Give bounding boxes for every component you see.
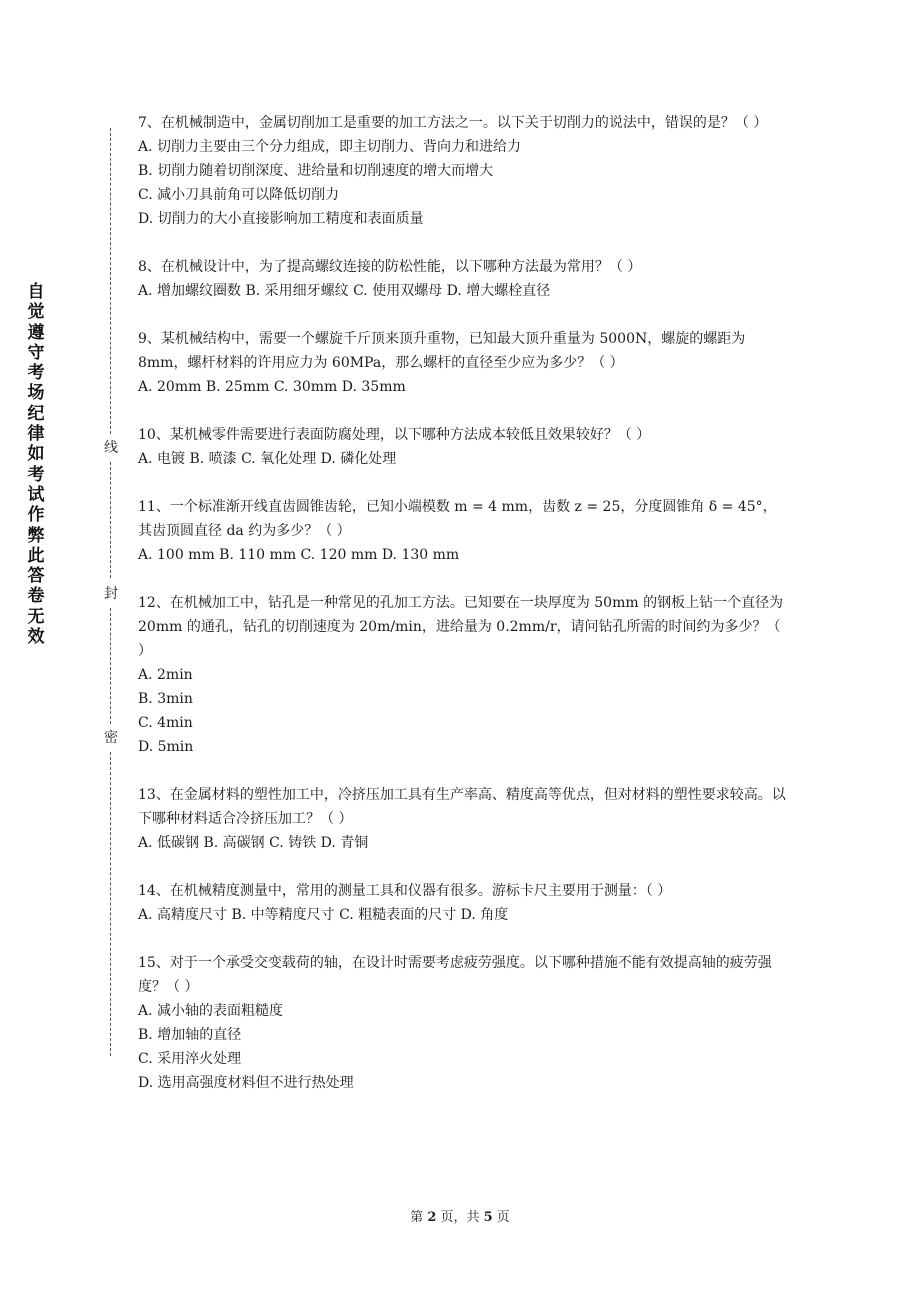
question-8 [138, 255, 790, 303]
question-stem: 10、某机械零件需要进行表面防腐处理，以下哪种方法成本较低且效果较好？（ ） [138, 427, 651, 443]
option-line: A. 20mm B. 25mm C. 30mm D. 35mm [138, 379, 406, 395]
question-stem: 14、在机械精度测量中，常用的测量工具和仪器有很多。游标卡尺主要用于测量：（ ） [138, 883, 672, 899]
seal-line-dashes-bottom [110, 752, 111, 1056]
option-b: B. 切削力随着切削深度、进给量和切削速度的增大而增大 [138, 163, 494, 179]
option-a: A. 减小轴的表面粗糙度 [138, 1003, 284, 1019]
seal-line-dashes-middle [110, 462, 111, 578]
binding-notice-char: 效 [27, 627, 45, 648]
question-11 [138, 495, 790, 567]
question-14 [138, 879, 790, 927]
option-c: C. 采用淬火处理 [138, 1051, 242, 1067]
question-stem: 7、在机械制造中，金属切削加工是重要的加工方法之一。以下关于切削力的说法中，错误的是？（ ） [138, 115, 768, 131]
option-c: C. 4min [138, 715, 193, 731]
question-9 [138, 327, 790, 399]
option-line: A. 高精度尺寸 B. 中等精度尺寸 C. 粗糙表面的尺寸 D. 角度 [138, 907, 509, 923]
option-line: A. 低碳钢 B. 高碳钢 C. 铸铁 D. 青铜 [138, 835, 369, 851]
option-d: D. 5min [138, 739, 194, 755]
question-12 [138, 591, 790, 759]
option-d: D. 选用高强度材料但不进行热处理 [138, 1075, 354, 1091]
question-list [138, 111, 790, 1095]
question-stem: 9、某机械结构中，需要一个螺旋千斤顶来顶升重物，已知最大顶升重量为 5000N，螺旋的螺距为 8mm，螺杆材料的许用应力为 60MPa，那么螺杆的直径至少应为多少？（ ） [138, 331, 746, 371]
binding-notice-char: 考 [27, 363, 45, 384]
seal-line-dashes-top [110, 128, 111, 434]
question-10 [138, 423, 790, 471]
binding-notice [26, 282, 46, 647]
footer-suffix: 页 [492, 1210, 510, 1225]
option-line: A. 增加螺纹圈数 B. 采用细牙螺纹 C. 使用双螺母 D. 增大螺栓直径 [138, 283, 551, 299]
binding-notice-char: 自 [27, 282, 45, 302]
option-line: A. 100 mm B. 110 mm C. 120 mm D. 130 mm [138, 547, 460, 563]
binding-notice-char: 弊 [27, 525, 45, 546]
binding-notice-char: 考 [27, 464, 45, 485]
option-b: B. 增加轴的直径 [138, 1027, 242, 1043]
question-stem: 15、对于一个承受交变载荷的轴，在设计时需要考虑疲劳强度。以下哪种措施不能有效提高轴的疲劳强度？（ ） [138, 955, 772, 995]
question-stem: 13、在金属材料的塑性加工中，冷挤压加工具有生产率高、精度高等优点，但对材料的塑性要求较高。以下哪种材料适合冷挤压加工？（ ） [138, 787, 786, 827]
question-stem: 12、在机械加工中，钻孔是一种常见的孔加工方法。已知要在一块厚度为 50mm 的钢板上钻一个直径为 20mm 的通孔，钻孔的切削速度为 20m/min，进给量为 0.2mm/r，请问钻孔所需的时间约为多少？（ ） [138, 595, 784, 659]
question-stem: 8、在机械设计中，为了提高螺纹连接的防松性能，以下哪种方法最为常用？（ ） [138, 259, 642, 275]
binding-notice-char: 答 [27, 566, 45, 587]
option-b: B. 3min [138, 691, 193, 707]
page-number: 2 [427, 1210, 437, 1225]
footer-prefix: 第 [410, 1210, 428, 1225]
seal-char-line: 线 [104, 440, 118, 456]
binding-notice-char: 如 [27, 444, 45, 465]
binding-notice-char: 遵 [27, 322, 45, 343]
question-stem: 11、一个标准渐开线直齿圆锥齿轮，已知小端模数 m = 4 mm，齿数 z = 25，分度圆锥角 δ = 45°，其齿顶圆直径 da 约为多少？（ ） [138, 499, 777, 539]
page-footer [0, 1206, 920, 1225]
binding-notice-char: 作 [27, 505, 45, 526]
option-a: A. 2min [138, 667, 193, 683]
option-d: D. 切削力的大小直接影响加工精度和表面质量 [138, 211, 424, 227]
binding-notice-char: 无 [27, 606, 45, 627]
binding-notice-char: 此 [27, 545, 45, 566]
binding-notice-char: 守 [27, 342, 45, 363]
binding-notice-char: 场 [27, 383, 45, 404]
binding-notice-char: 律 [27, 424, 45, 445]
total-pages: 5 [483, 1210, 493, 1225]
option-a: A. 切削力主要由三个分力组成，即主切削力、背向力和进给力 [138, 139, 522, 155]
seal-line-dashes-lower [110, 608, 111, 724]
footer-middle: 页，共 [436, 1210, 484, 1225]
binding-notice-char: 试 [27, 484, 45, 505]
binding-notice-char: 卷 [27, 586, 45, 607]
binding-notice-char: 纪 [27, 403, 45, 424]
option-c: C. 减小刀具前角可以降低切削力 [138, 187, 340, 203]
seal-char-seal: 封 [104, 586, 118, 602]
question-15 [138, 951, 790, 1095]
question-13 [138, 783, 790, 855]
question-7 [138, 111, 790, 231]
seal-char-secret: 密 [104, 730, 118, 746]
binding-notice-char: 觉 [27, 302, 45, 323]
option-line: A. 电镀 B. 喷漆 C. 氧化处理 D. 磷化处理 [138, 451, 397, 467]
